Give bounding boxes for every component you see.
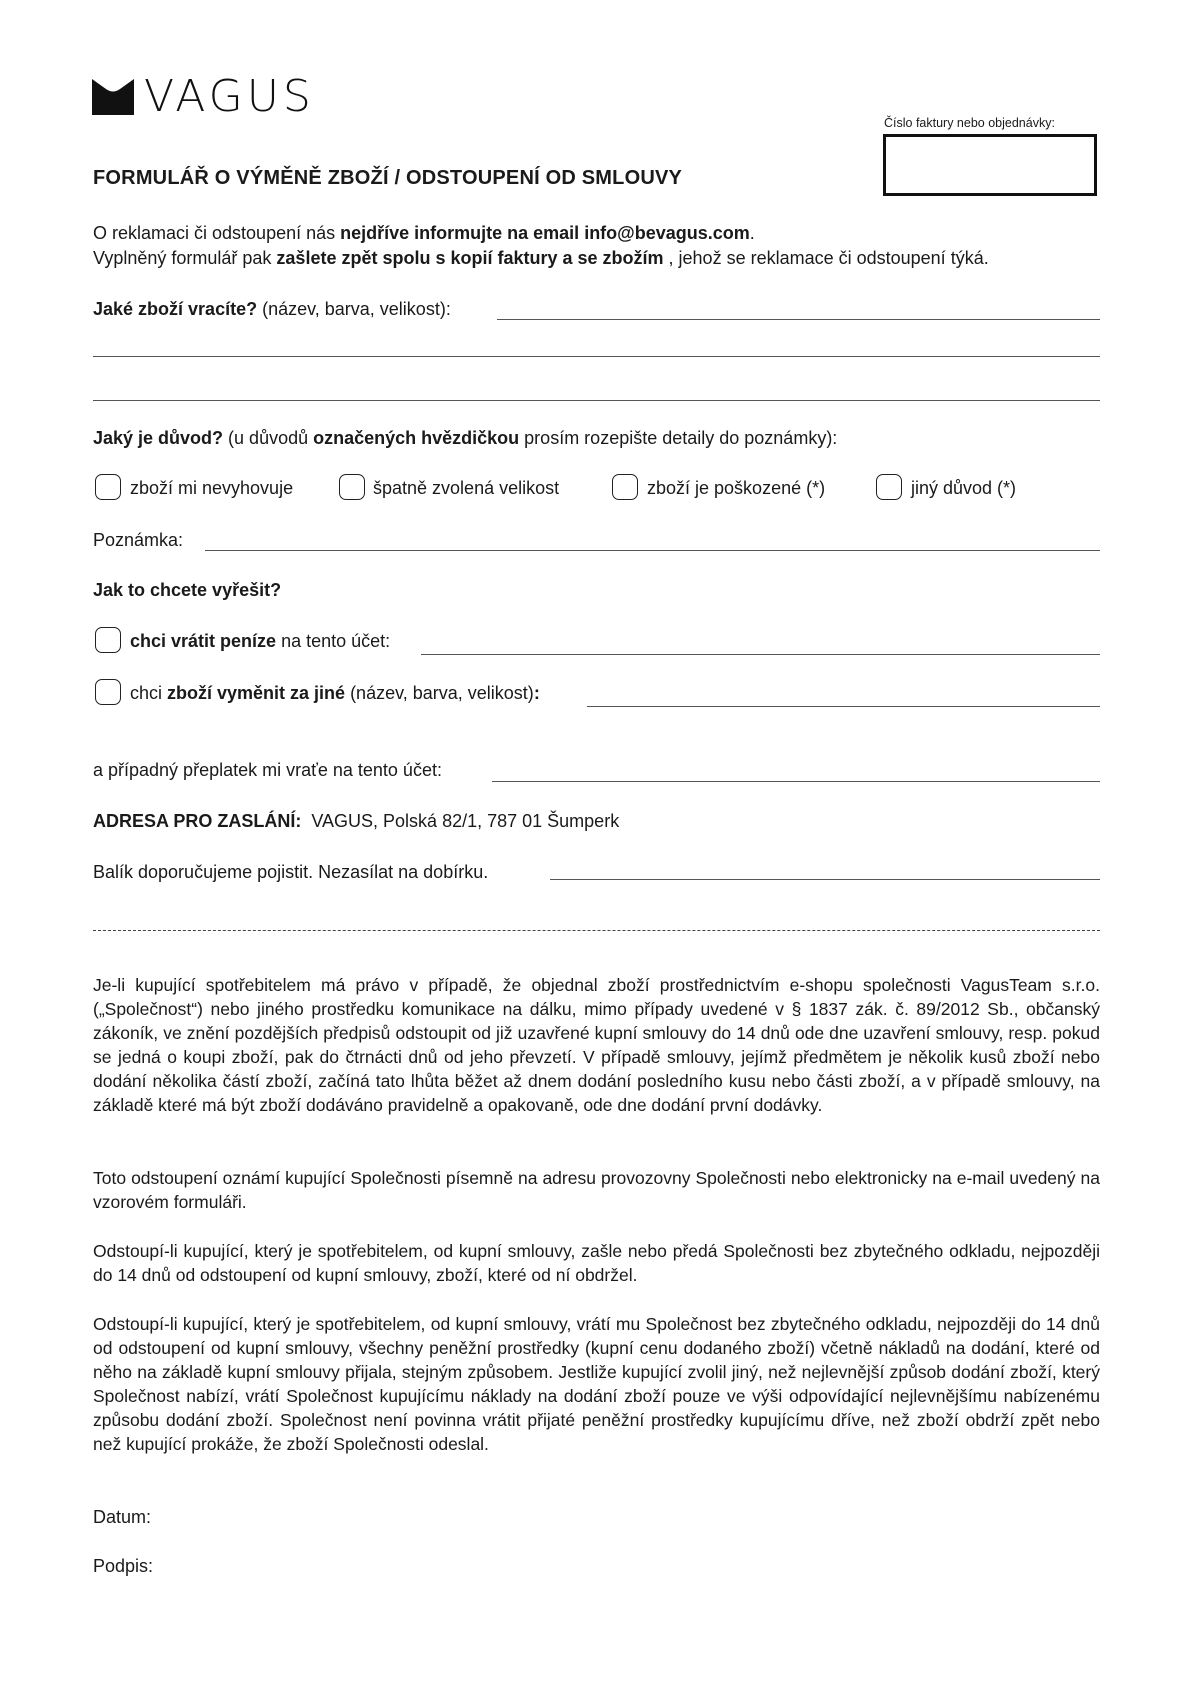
refund-checkbox[interactable] [95, 627, 121, 653]
legal-paragraph-1: Je-li kupující spotřebitelem má právo v případě, že objednal zboží prostřednictvím e-shopu společnosti VagusTeam s.r.o. („Společnost“) nebo jiného prostředku komunikace na dálku, mimo případy uvedené v § 1837 zák. č. 89/2012 Sb., občanský zákoník, ve znění pozdějších předpisů odstoupit od již uzavřené kupní smlouvy do 14 dnů ode dne uzavření smlouvy, resp. pokud se jedná o koupi zboží, pak do čtrnácti dnů od jeho převzetí. V případě smlouvy, jejímž předmětem je několik kusů zboží nebo dodání několika částí zboží, začíná tato lhůta běžet až dnem dodání posledního kusu nebo části zboží, a v případě smlouvy, na základě které má být zboží dodáváno pravidelně a opakovaně, ode dne dodání první dodávky. [93, 975, 1100, 1115]
exchange-checkbox[interactable] [95, 679, 121, 705]
reason-checkbox-not-suitable[interactable] [95, 474, 121, 500]
brand-logo [92, 71, 315, 122]
reason-option-other: jiný důvod (*) [911, 478, 1017, 498]
signature-label: Podpis: [93, 1556, 154, 1576]
cut-divider [93, 930, 1100, 931]
goods-field[interactable] [497, 319, 1100, 320]
exchange-item-field[interactable] [587, 706, 1100, 707]
package-note: Balík doporučujeme pojistit. Nezasílat na dobírku. [93, 862, 489, 882]
reason-checkbox-damaged[interactable] [612, 474, 638, 500]
refund-label: chci vrátit peníze na tento účet: [130, 631, 391, 651]
vagus-logo-mark-icon [92, 79, 134, 115]
reason-option-not-suitable: zboží mi nevyhovuje [130, 478, 294, 498]
legal-paragraph-4: Odstoupí-li kupující, který je spotřebitelem, od kupní smlouvy, vrátí mu Společnost bez zbytečného odkladu, nejpozději do 14 dnů od odstoupení od kupní smlouvy, všechny peněžní prostředky (kupní cenu dodaného zboží) včetně nákladů na dodání, které od něho na základě kupní smlouvy přijala, stejným způsobem. Jestliže kupující zvolil jiný, než nejlevnější způsob dodání zboží, který Společnost nabízí, vrátí Společnost kupujícímu náklady na dodání zboží pouze ve výši odpovídající nejlevnějšímu nabízenému způsobu dodání zboží. Společnost není povinna vrátit přijaté peněžní prostředky kupujícímu dříve, než zboží obdrží zpět nebo než kupující prokáže, že zboží Společnosti odeslal. [93, 1314, 1100, 1454]
form-title: FORMULÁŘ O VÝMĚNĚ ZBOŽÍ / ODSTOUPENÍ OD SMLOUVY [93, 167, 683, 189]
legal-paragraph-3: Odstoupí-li kupující, který je spotřebitelem, od kupní smlouvy, zašle nebo předá Společnosti bez zbytečného odkladu, nejpozději do 14 dnů od odstoupení od kupní smlouvy, zboží, které od ní obdržel. [93, 1241, 1100, 1285]
overpayment-label: a případný přeplatek mi vraťe na tento účet: [93, 760, 442, 780]
reason-option-damaged: zboží je poškozené (*) [647, 478, 826, 498]
note-label: Poznámka: [93, 530, 184, 550]
exchange-label: chci zboží vyměnit za jiné (název, barva, velikost): [130, 683, 540, 703]
resolve-heading: Jak to chcete vyřešit? [93, 580, 282, 600]
shipping-address: ADRESA PRO ZASLÁNÍ: VAGUS, Polská 82/1, 787 01 Šumperk [93, 811, 620, 831]
goods-label: Jaké zboží vracíte? (název, barva, velikost): [93, 299, 451, 319]
invoice-number-label: Číslo faktury nebo objednávky: [884, 116, 1055, 130]
goods-field-line-3[interactable] [93, 400, 1100, 401]
intro-line-1: O reklamaci či odstoupení nás nejdříve informujte na email info@bevagus.com. [93, 223, 755, 243]
legal-paragraph-2: Toto odstoupení oznámí kupující Společnosti písemně na adresu provozovny Společnosti nebo elektronicky na e-mail uvedený na vzorovém formuláři. [93, 1168, 1100, 1212]
reason-checkbox-other[interactable] [876, 474, 902, 500]
intro-line-2: Vyplněný formulář pak zašlete zpět spolu s kopií faktury a se zbožím , jehož se reklamace či odstoupení týká. [93, 248, 989, 268]
refund-account-field[interactable] [421, 654, 1100, 655]
overpayment-account-field[interactable] [492, 781, 1100, 782]
invoice-number-field[interactable] [883, 134, 1097, 196]
date-label: Datum: [93, 1507, 152, 1527]
goods-field-line-2[interactable] [93, 356, 1100, 357]
reason-checkbox-wrong-size[interactable] [339, 474, 365, 500]
reason-label: Jaký je důvod? (u důvodů označených hvězdičkou prosím rozepište detaily do poznámky): [93, 428, 838, 448]
reason-option-wrong-size: špatně zvolená velikost [373, 478, 560, 498]
note-field[interactable] [205, 550, 1100, 551]
package-note-field[interactable] [550, 879, 1100, 880]
logo-text: VAGUS [144, 71, 315, 122]
